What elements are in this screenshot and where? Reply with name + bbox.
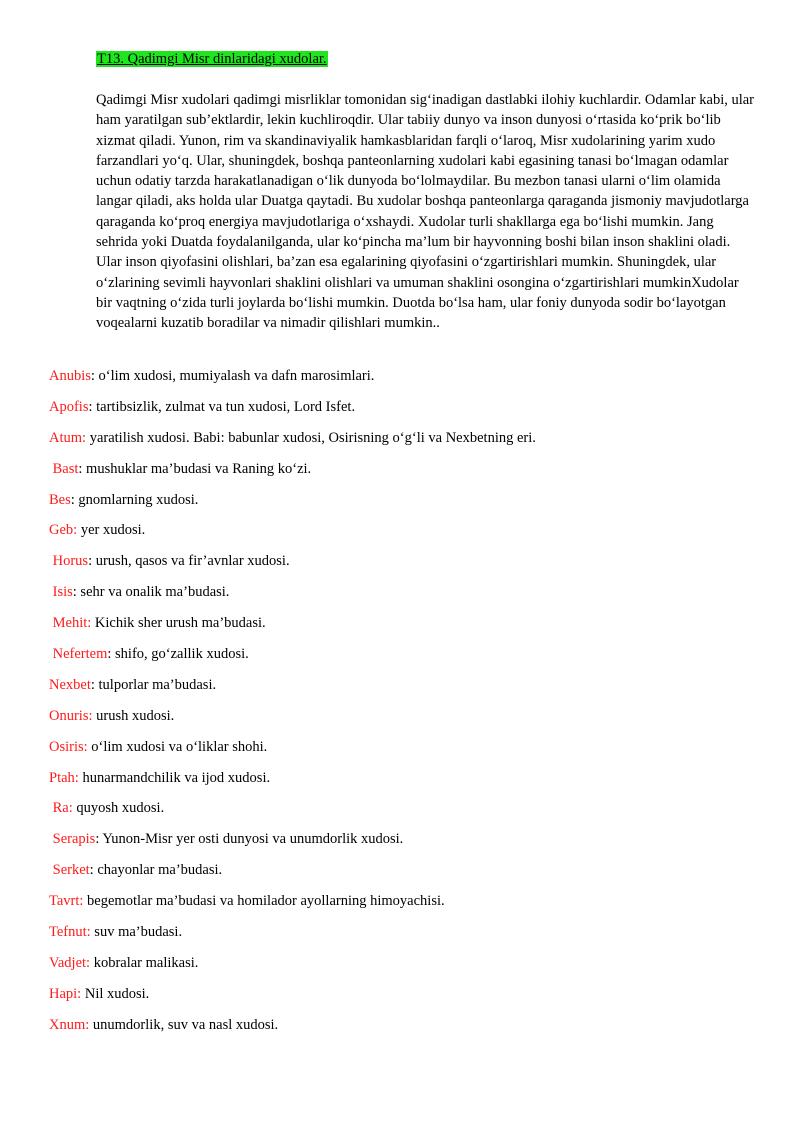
deity-entry — [0, 1015, 800, 1046]
deity-name: Bast — [49, 460, 79, 477]
deity-name: Mehit: — [49, 615, 92, 632]
deity-entry — [0, 613, 800, 644]
deity-description: quyosh xudosi. — [72, 800, 165, 817]
deity-entry — [0, 520, 800, 551]
deity-description: unumdorlik, suv va nasl xudosi. — [89, 1016, 279, 1033]
deity-description: Kichik sher urush ma’budasi. — [91, 615, 266, 632]
deity-name: Apofis — [49, 398, 89, 415]
deity-name: Isis — [49, 584, 73, 601]
deity-description: : gnomlarning xudosi. — [70, 491, 199, 508]
deity-name: Horus — [49, 553, 89, 570]
deity-entry — [0, 798, 800, 829]
deity-entry — [0, 891, 800, 922]
deity-name: Anubis — [49, 368, 91, 384]
deity-name: Xnum: — [49, 1016, 90, 1033]
deity-description: : tulporlar ma’budasi. — [90, 676, 217, 693]
section-heading — [96, 49, 328, 69]
deity-name: Serapis — [49, 831, 96, 848]
deity-description: Nil xudosi. — [81, 985, 150, 1002]
deity-entry — [0, 459, 800, 490]
deity-name: Tavrt: — [49, 893, 84, 910]
deity-name: Tefnut: — [49, 924, 91, 941]
deity-name: Ra: — [49, 800, 73, 817]
deity-name: Osiris: — [49, 738, 88, 755]
deity-entry — [0, 675, 800, 706]
deity-entry — [0, 953, 800, 984]
deity-description: begemotlar ma’budasi va homilador ayollarning himoyachisi. — [83, 893, 445, 910]
deity-entry — [0, 490, 800, 521]
deity-entry — [0, 397, 800, 428]
deity-entry — [0, 428, 800, 459]
deity-entry — [0, 768, 800, 799]
deity-description: yaratilish xudosi. Babi: babunlar xudosi, Osirisning o‘g‘li va Nexbetning eri. — [86, 429, 536, 446]
deity-description: o‘lim xudosi va o‘liklar shohi. — [87, 738, 268, 755]
deity-entry — [0, 737, 800, 768]
deity-description: : urush, qasos va fir’avnlar xudosi. — [88, 553, 290, 570]
deity-description: : tartibsizlik, zulmat va tun xudosi, Lord Isfet. — [88, 398, 356, 415]
section-heading-text: T13. Qadimgi Misr dinlaridagi xudolar. — [97, 51, 327, 67]
deity-entry — [0, 829, 800, 860]
deity-description: kobralar malikasi. — [90, 954, 199, 971]
deity-description: : Yunon-Misr yer osti dunyosi va unumdorlik xudosi. — [95, 831, 404, 848]
deity-name: Vadjet: — [49, 954, 91, 971]
deity-name: Hapi: — [49, 985, 82, 1002]
deity-name: Serket — [49, 862, 90, 879]
deity-description: : o‘lim xudosi, mumiyalash va dafn marosimlari. — [90, 368, 375, 384]
deity-description: : chayonlar ma’budasi. — [89, 862, 223, 879]
deity-description: : sehr va onalik ma’budasi. — [72, 584, 230, 601]
deity-description: hunarmandchilik va ijod xudosi. — [78, 769, 271, 786]
deity-description: suv ma’budasi. — [90, 924, 183, 941]
deity-name: Nefertem — [49, 646, 108, 663]
deity-entry — [0, 984, 800, 1015]
deity-list — [0, 366, 800, 1046]
deity-name: Atum: — [49, 429, 87, 446]
deity-description: yer xudosi. — [77, 522, 146, 539]
deity-description: : shifo, go‘zallik xudosi. — [107, 646, 249, 663]
deity-entry — [0, 922, 800, 953]
deity-name: Nexbet — [49, 676, 91, 693]
deity-entry — [0, 860, 800, 891]
deity-name: Ptah: — [49, 769, 79, 786]
deity-name: Onuris: — [49, 707, 93, 724]
deity-name: Geb: — [49, 522, 78, 539]
deity-entry — [0, 706, 800, 737]
deity-description: : mushuklar ma’budasi va Raning ko‘zi. — [78, 460, 312, 477]
deity-entry — [0, 644, 800, 675]
intro-paragraph: Qadimgi Misr xudolari qadimgi misrliklar tomonidan sig‘inadigan dastlabki ilohiy kuchlardir. Odamlar kabi, ular ham yaratilgan sub’ektlardir, lekin kuchliroqdir. Ular tabiiy dunyo va inson dunyosi o‘rtasida ko‘prik bo‘lib xizmat qiladi. Yunon, rim va skandinaviyalik hamkasblaridan farqli o‘laroq, Misr xudolarining yarim xudo farzandlari yo‘q. Ular, shuningdek, boshqa panteonlarning xudolari kabi egasining tanasi bo‘lmagan odamlar uchun odatiy tarzda harakatlanadigan o‘lik dunyoda bo‘lolmaydilar. Bu mezbon tanasi ularni o‘lim olamida langar qiladi, aks holda ular Duatga qaytadi. Bu xudolar boshqa panteonlarga qaraganda jismoniy mavjudotlarga qaraganda ko‘proq energiya mavjudotlariga o‘xshaydi. Xudolar turli shakllarga ega bo‘lishi mumkin. Jang sehrida yoki Duatda foydalanilganda, ular ko‘pincha ma’lum bir hayvonning boshi bilan inson shaklini oladi. Ular inson qiyofasini olishlari, ba’zan esa egalarining qiyofasini o‘zgartirishlari mumkin. Shuningdek, ular o‘zlarining sevimli hayvonlari shaklini olishlari va umuman shaklini osongina o‘zgartirishlari mumkinXudolar bir vaqtning o‘zida turli joylarda bo‘lishi mumkin. Duotda bo‘lsa ham, ular foniy dunyoda sodir bo‘layotgan voqealarni kuzatib boradilar va nimadir qilishlari mumkin.. — [96, 92, 755, 332]
deity-entry — [0, 582, 800, 613]
deity-description: urush xudosi. — [92, 707, 175, 724]
deity-name: Bes — [49, 491, 71, 508]
deity-entry — [0, 366, 800, 397]
deity-entry — [0, 551, 800, 582]
